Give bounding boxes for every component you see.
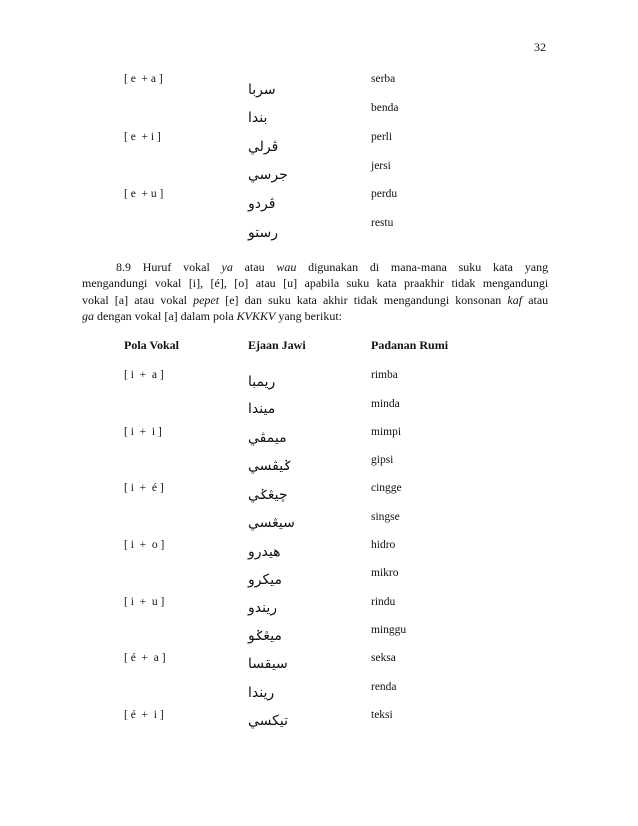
pattern-cell: [ e + i ] <box>124 131 161 143</box>
rumi-cell: minda <box>371 398 400 410</box>
rumi-cell: mikro <box>371 567 399 579</box>
rumi-cell: teksi <box>371 709 393 721</box>
jawi-cell: ڤرلي <box>248 139 279 155</box>
rumi-cell: gipsi <box>371 454 394 466</box>
pattern-cell: [ i + é ] <box>124 482 164 494</box>
jawi-cell: ميندا <box>248 401 276 417</box>
paragraph-line: mengandungi vokal [i], [é], [o] atau [u] apabila suku kata praakhir tidak mengandungi <box>82 276 549 291</box>
rumi-cell: perli <box>371 131 393 143</box>
jawi-cell: تيکسي <box>248 713 289 729</box>
rumi-cell: perdu <box>371 188 398 200</box>
rumi-cell: cingge <box>371 482 402 494</box>
rumi-cell: rimba <box>371 369 398 381</box>
pattern-cell: [ i + a ] <box>124 369 164 381</box>
jawi-cell: ݢيڤسي <box>248 458 292 474</box>
rumi-cell: jersi <box>371 160 391 172</box>
rumi-cell: minggu <box>371 624 407 636</box>
header-ejaan-jawi: Ejaan Jawi <box>248 338 306 352</box>
jawi-cell: جرسي <box>248 167 288 183</box>
rumi-cell: rindu <box>371 596 396 608</box>
jawi-cell: چيڠݢي <box>248 487 288 503</box>
rumi-cell: renda <box>371 681 397 693</box>
paragraph-line: ga dengan vokal [a] dalam pola KVKKV yang berikut: <box>82 309 342 324</box>
rumi-cell: mimpi <box>371 426 402 438</box>
rumi-cell: hidro <box>371 539 396 551</box>
pattern-cell: [ i + o ] <box>124 539 165 551</box>
header-padanan-rumi: Padanan Rumi <box>371 338 449 352</box>
jawi-cell: ريندا <box>248 685 275 701</box>
jawi-cell: سيڠسي <box>248 515 295 531</box>
rumi-cell: seksa <box>371 652 396 664</box>
rumi-cell: singse <box>371 511 400 523</box>
rumi-cell: restu <box>371 217 394 229</box>
paragraph-line: 8.9 Huruf vokal ya atau wau digunakan di mana-mana suku kata yang <box>116 260 549 274</box>
jawi-cell: ريمبا <box>248 374 276 390</box>
rumi-cell: serba <box>371 73 396 85</box>
rumi-cell: benda <box>371 102 399 114</box>
pattern-cell: [ i + i ] <box>124 426 162 438</box>
page-number: 32 <box>534 40 546 54</box>
paragraph-line: vokal [a] atau vokal pepet [e] dan suku kata akhir tidak mengandungi konsonan kaf atau <box>82 292 549 307</box>
jawi-cell: ميمڤي <box>248 430 287 446</box>
pattern-cell: [ e + a ] <box>124 73 163 85</box>
jawi-cell: سيقسا <box>248 656 288 672</box>
jawi-cell: رستو <box>248 225 278 241</box>
jawi-cell: سربا <box>248 82 276 98</box>
pattern-cell: [ é + a ] <box>124 652 166 664</box>
jawi-cell: ريندو <box>248 600 277 616</box>
jawi-cell: بندا <box>248 110 268 126</box>
header-pola-vokal: Pola Vokal <box>124 338 180 352</box>
pattern-cell: [ e + u ] <box>124 188 164 200</box>
jawi-cell: هيدرو <box>248 544 281 560</box>
pattern-cell: [ é + i ] <box>124 709 164 721</box>
jawi-cell: ميڠݢو <box>248 628 282 644</box>
paragraph-8-9 <box>82 259 548 325</box>
jawi-cell: ميکرو <box>248 572 282 588</box>
jawi-cell: ڤردو <box>248 196 276 212</box>
pattern-cell: [ i + u ] <box>124 596 165 608</box>
